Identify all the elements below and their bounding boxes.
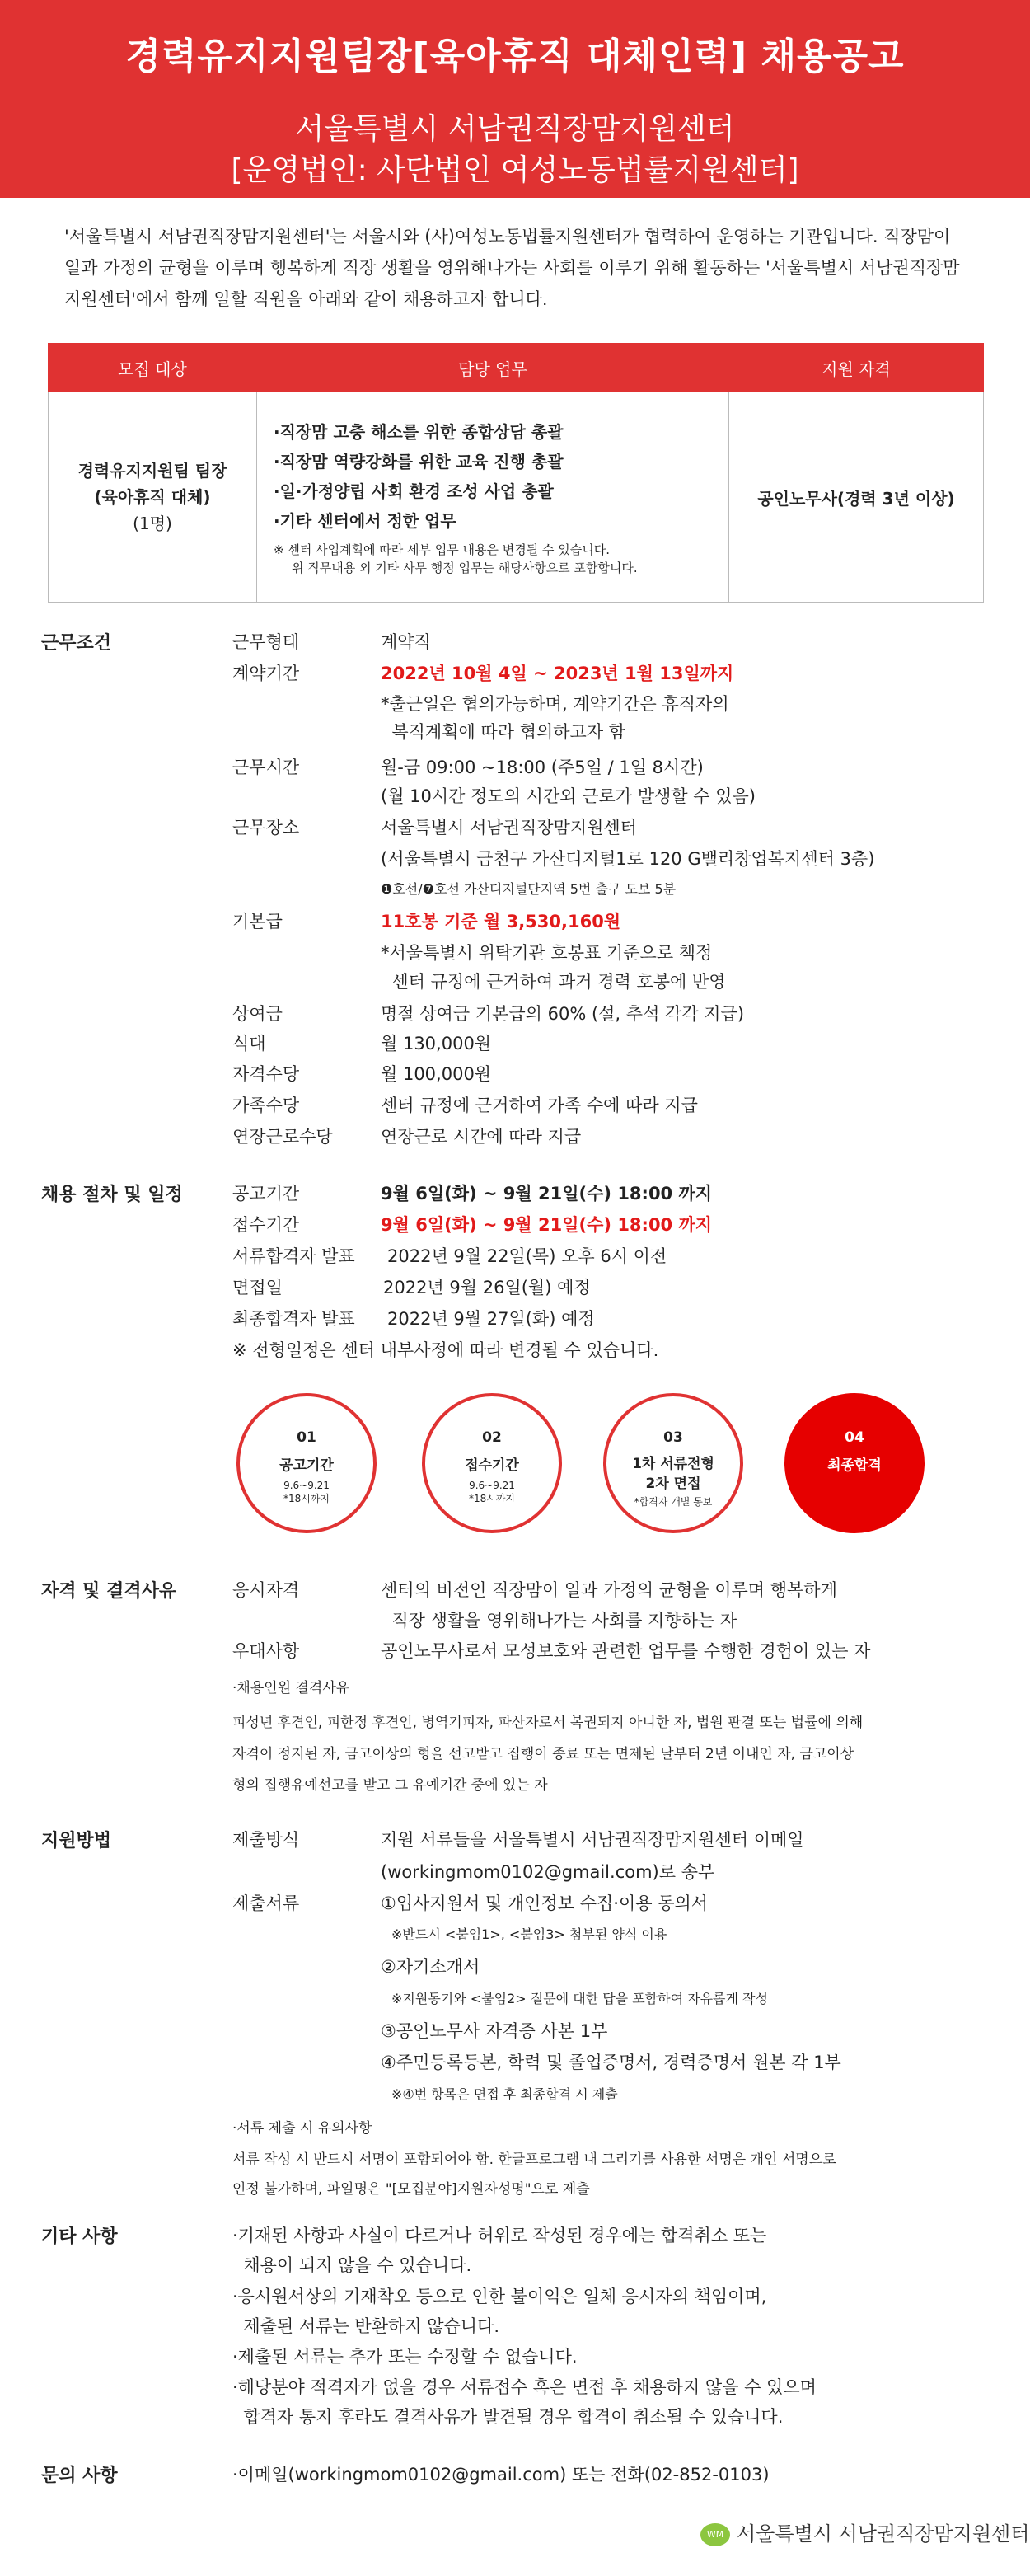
work-value: 센터 규정에 근거하여 가족 수에 따라 지급 <box>381 1096 698 1115</box>
schedule-value: 9월 6일(화) ~ 9월 21일(수) 18:00 까지 <box>381 1215 713 1235</box>
schedule-label: 면접일 <box>232 1278 283 1297</box>
schedule-value: 2022년 9월 26일(월) 예정 <box>383 1278 591 1297</box>
schedule-value: 2022년 9월 27일(화) 예정 <box>387 1309 595 1329</box>
schedule-label: 접수기간 <box>232 1215 300 1235</box>
duty-note: 위 직무내용 외 기타 사무 행정 업무는 해당사항으로 포함합니다. <box>292 561 638 575</box>
logo-mark-icon: WM <box>700 2523 730 2546</box>
disq-line: 형의 집행유예선고를 받고 그 유예기간 중에 있는 자 <box>232 1777 548 1794</box>
step-circle-4 <box>784 1393 925 1533</box>
qual-value: 센터의 비전인 직장맘이 일과 가정의 균형을 이루며 행복하게 <box>381 1580 837 1600</box>
position-count: (1명) <box>133 514 172 533</box>
work-value: 명절 상여금 기본급의 60% (설, 추석 각각 지급) <box>381 1004 745 1024</box>
step-sub: *18시까지 <box>468 1493 516 1504</box>
work-value: (월 10시간 정도의 시간외 근로가 발생할 수 있음) <box>381 786 756 806</box>
schedule-label: 최종합격자 발표 <box>232 1309 355 1329</box>
header-banner <box>0 0 1030 198</box>
page-title: 경력유지지원팀장[육아휴직 대체인력] 채용공고 <box>125 35 905 77</box>
logo-text: 서울특별시 서남권직장맘지원센터 <box>737 2522 1030 2546</box>
work-value: 월 130,000원 <box>381 1034 492 1053</box>
work-value: 센터 규정에 근거하여 과거 경력 호봉에 반영 <box>381 972 726 992</box>
doc-note: ※④번 항목은 면접 후 최종합격 시 제출 <box>391 2086 618 2102</box>
section-title-qual: 자격 및 결격사유 <box>41 1581 177 1602</box>
work-value: *출근일은 협의가능하며, 계약기간은 휴직자의 <box>381 694 729 714</box>
header-duties: 담당 업무 <box>257 344 729 392</box>
doc-item: ③공인노무사 자격증 사본 1부 <box>381 2021 608 2041</box>
doc-item: ④주민등록등본, 학력 및 졸업증명서, 경력증명서 원본 각 1부 <box>381 2053 841 2072</box>
work-label: 근무형태 <box>232 632 300 652</box>
duty-item: ·일·가정양립 사회 환경 조성 사업 총괄 <box>274 481 554 501</box>
work-label: 가족수당 <box>232 1096 300 1115</box>
section-title-work: 근무조건 <box>41 633 112 654</box>
qual-value: 직장 생활을 영위해나가는 사회를 지향하는 자 <box>381 1611 737 1631</box>
step-circle-2 <box>422 1393 562 1533</box>
intro-paragraph: '서울특별시 서남권직장맘지원센터'는 서울시와 (사)여성노동법률지원센터가 협력하여 운영하는 기관입니다. 직장맘이 일과 가정의 균형을 이루며 행복하게 직장 생활을 영위해나가는 사회를 이루기 위해 활동하는 '서울특별시 서남권직장맘지원센터'에서 함께 일할 직원을 아래와 같이 채용하고자 합니다. <box>64 227 960 309</box>
work-label: 근무장소 <box>232 818 300 838</box>
section-title-etc: 기타 사항 <box>41 2226 118 2247</box>
step-title: 접수기간 <box>465 1457 519 1474</box>
work-label: 상여금 <box>232 1004 283 1024</box>
schedule-note: ※ 전형일정은 센터 내부사정에 따라 변경될 수 있습니다. <box>232 1340 659 1360</box>
duties-cell <box>257 392 729 603</box>
step-sub: *18시까지 <box>283 1493 330 1504</box>
etc-line: 합격자 통지 후라도 결격사유가 발견될 경우 합격이 취소될 수 있습니다. <box>232 2407 784 2427</box>
etc-line: 제출된 서류는 반환하지 않습니다. <box>232 2316 500 2336</box>
apply-label: 제출방식 <box>232 1830 300 1850</box>
header-qualification: 지원 자격 <box>729 344 984 392</box>
apply-email[interactable]: (workingmom0102@gmail.com)로 송부 <box>381 1862 715 1882</box>
position-cell <box>49 392 257 603</box>
work-label: 자격수당 <box>232 1064 300 1084</box>
doc-note: ※반드시 <붙임1>, <붙임3> 첨부된 양식 이용 <box>391 1926 667 1942</box>
contract-period: 2022년 10월 4일 ~ 2023년 1월 13일까지 <box>381 664 734 683</box>
step-number: 03 <box>663 1429 683 1446</box>
work-label: 근무시간 <box>232 758 300 777</box>
step-title: 최종합격 <box>827 1457 882 1474</box>
apply-method: 지원 서류들을 서울특별시 서남권직장맘지원센터 이메일 <box>381 1830 804 1850</box>
step-sub: 9.6~9.21 <box>469 1480 515 1491</box>
step-number: 02 <box>482 1429 502 1446</box>
schedule-value: 9월 6일(화) ~ 9월 21일(수) 18:00 까지 <box>381 1184 713 1204</box>
etc-line: 채용이 되지 않을 수 있습니다. <box>232 2255 472 2275</box>
schedule-label: 서류합격자 발표 <box>232 1246 355 1266</box>
caution-line: 서류 작성 시 반드시 서명이 포함되어야 함. 한글프로그램 내 그리기를 사용한 서명은 개인 서명으로 <box>232 2151 836 2168</box>
step-number: 01 <box>297 1429 316 1446</box>
etc-line: ·해당분야 적격자가 없을 경우 서류접수 혹은 면접 후 채용하지 않을 수 있으며 <box>232 2377 817 2397</box>
step-number: 04 <box>845 1429 864 1446</box>
caution-title: ·서류 제출 시 유의사항 <box>232 2120 372 2137</box>
caution-line: 인정 불가하며, 파일명은 "[모집분야]지원자성명"으로 제출 <box>232 2181 590 2198</box>
etc-line: ·응시원서상의 기재착오 등으로 인한 불이익은 일체 응시자의 책임이며, <box>232 2287 767 2306</box>
disq-line: 피성년 후견인, 피한정 후견인, 병역기피자, 파산자로서 복권되지 아니한 자, 법원 판결 또는 법률에 의해 <box>232 1715 864 1731</box>
position-subtitle: (육아휴직 대체) <box>94 487 211 507</box>
step-sub: *합격자 개별 통보 <box>634 1496 713 1508</box>
work-value: 월 100,000원 <box>381 1064 492 1084</box>
work-label: 기본급 <box>232 912 283 931</box>
recruit-table <box>48 343 984 603</box>
work-value: 복직계획에 따라 협의하고자 함 <box>381 722 626 742</box>
qual-label: 응시자격 <box>232 1580 300 1600</box>
section-title-schedule: 채용 절차 및 일정 <box>41 1185 183 1205</box>
schedule-value: 2022년 9월 22일(목) 오후 6시 이전 <box>387 1246 667 1266</box>
work-label: 식대 <box>232 1034 266 1053</box>
work-value: 연장근로 시간에 따라 지급 <box>381 1127 582 1147</box>
subway-info: ❶호선/❼호선 가산디지털단지역 5번 출구 도보 5분 <box>381 881 677 897</box>
qual-label: 우대사항 <box>232 1641 300 1661</box>
work-value: 월-금 09:00 ~18:00 (주5일 / 1일 8시간) <box>381 758 704 777</box>
doc-note: ※지원동기와 <붙임2> 질문에 대한 답을 포함하여 자유롭게 작성 <box>391 1991 768 2006</box>
step-title: 1차 서류전형 2차 면접 <box>632 1456 714 1492</box>
work-label: 계약기간 <box>232 664 300 683</box>
work-value: 계약직 <box>381 632 431 652</box>
doc-item: ②자기소개서 <box>381 1957 480 1977</box>
work-value: (서울특별시 금천구 가산디지털1로 120 G밸리창업복지센터 3층) <box>381 849 875 869</box>
etc-line: ·기재된 사항과 사실이 다르거나 허위로 작성된 경우에는 합격취소 또는 <box>232 2226 767 2245</box>
duty-note: ※ 센터 사업계획에 따라 세부 업무 내용은 변경될 수 있습니다. <box>274 542 611 557</box>
step-circle-1 <box>236 1393 377 1533</box>
schedule-label: 공고기간 <box>232 1184 300 1204</box>
step-title: 공고기간 <box>279 1457 334 1474</box>
work-value: *서울특별시 위탁기관 호봉표 기준으로 책정 <box>381 943 713 963</box>
duty-item: ·직장맘 고충 해소를 위한 종합상담 총괄 <box>274 422 564 442</box>
etc-line: ·제출된 서류는 추가 또는 수정할 수 없습니다. <box>232 2347 578 2367</box>
work-value: 서울특별시 서남권직장맘지원센터 <box>381 818 637 838</box>
operator-name: [운영법인: 사단법인 여성노동법률지원센터] <box>231 153 799 187</box>
section-title-contact: 문의 사항 <box>41 2466 118 2486</box>
step-circle-3 <box>603 1393 743 1533</box>
duty-item: ·기타 센터에서 정한 업무 <box>274 511 456 531</box>
base-salary: 11호봉 기준 월 3,530,160원 <box>381 912 621 931</box>
disq-title: ·채용인원 결격사유 <box>232 1680 350 1696</box>
contact-line[interactable]: ·이메일(workingmom0102@gmail.com) 또는 전화(02-852-0103) <box>232 2465 770 2485</box>
step-sub: 9.6~9.21 <box>283 1480 330 1491</box>
section-title-apply: 지원방법 <box>41 1831 112 1851</box>
disq-line: 자격이 정지된 자, 금고이상의 형을 선고받고 집행이 종료 또는 면제된 날부터 2년 이내인 자, 금고이상 <box>232 1746 854 1762</box>
apply-label: 제출서류 <box>232 1893 300 1913</box>
center-logo <box>700 2517 1029 2546</box>
work-label: 연장근로수당 <box>232 1127 333 1147</box>
org-name: 서울특별시 서남권직장맘지원센터 <box>295 112 735 146</box>
position-title: 경력유지지원팀 팀장 <box>77 461 227 481</box>
qualification-cell: 공인노무사(경력 3년 이상) <box>729 392 984 603</box>
qual-value: 공인노무사로서 모성보호와 관련한 업무를 수행한 경험이 있는 자 <box>381 1641 871 1661</box>
duty-item: ·직장맘 역량강화를 위한 교육 진행 총괄 <box>274 452 564 472</box>
header-target: 모집 대상 <box>49 344 257 392</box>
doc-item: ①입사지원서 및 개인정보 수집·이용 동의서 <box>381 1893 709 1913</box>
